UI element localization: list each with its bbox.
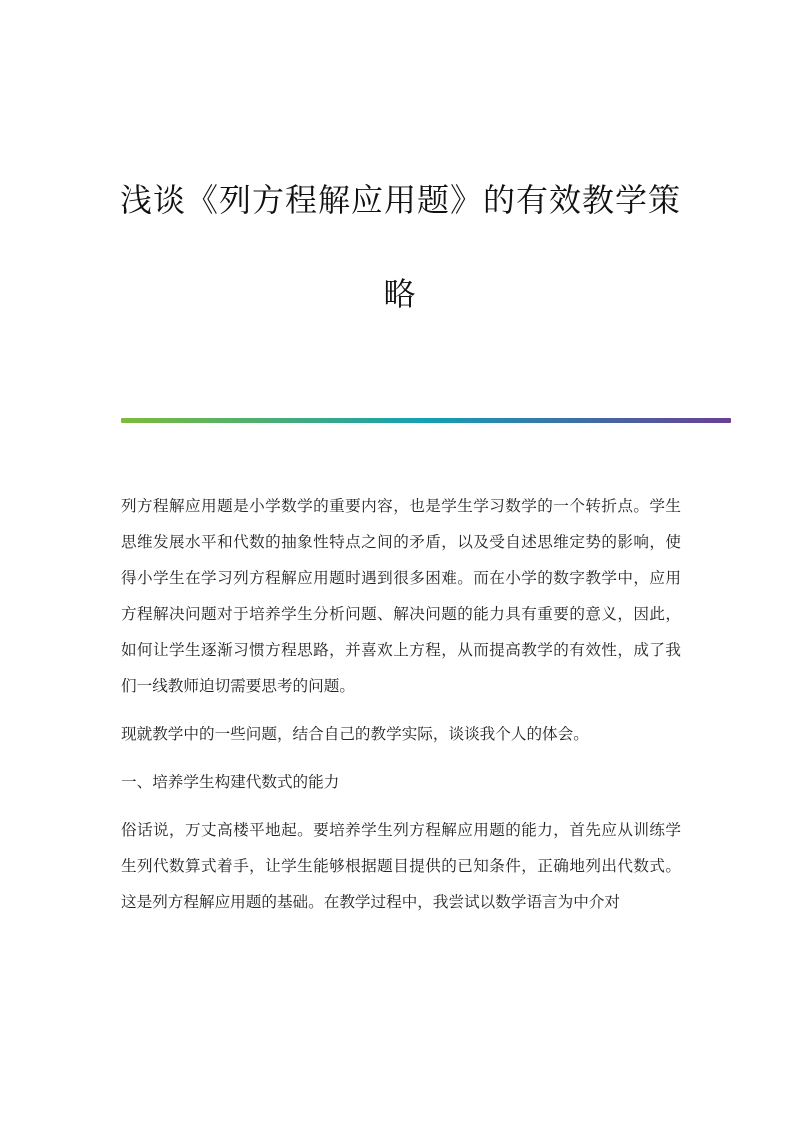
title-line-2: 略 — [383, 275, 417, 313]
document-body — [121, 488, 681, 920]
section-heading-1: 一、培养学生构建代数式的能力 — [121, 773, 340, 791]
document-title — [120, 180, 680, 314]
paragraph-approach: 现就教学中的一些问题，结合自己的教学实际，谈谈我个人的体会。 — [121, 725, 589, 743]
paragraph-intro: 列方程解应用题是小学数学的重要内容，也是学生学习数学的一个转折点。学生思维发展水平和代数的抽象性特点之间的矛盾，以及受自述思维定势的影响，使得小学生在学习列方程解应用题时遇到很多困难。而在小学的数字教学中，应用方程解决问题对于培养学生分析问题、解决问题的能力具有重要的意义，因此，如何让学生逐渐习惯方程思路，并喜欢上方程，从而提高教学的有效性，成了我们一线教师迫切需要思考的问题。 — [121, 497, 681, 695]
paragraph-section-1: 俗话说，万丈高楼平地起。要培养学生列方程解应用题的能力，首先应从训练学生列代数算式着手，让学生能够根据题目提供的已知条件，正确地列出代数式。这是列方程解应用题的基础。在教学过程中，我尝试以数学语言为中介对 — [121, 821, 681, 911]
title-line-1: 浅谈《列方程解应用题》的有效教学策 — [120, 181, 682, 219]
gradient-divider — [121, 418, 731, 423]
